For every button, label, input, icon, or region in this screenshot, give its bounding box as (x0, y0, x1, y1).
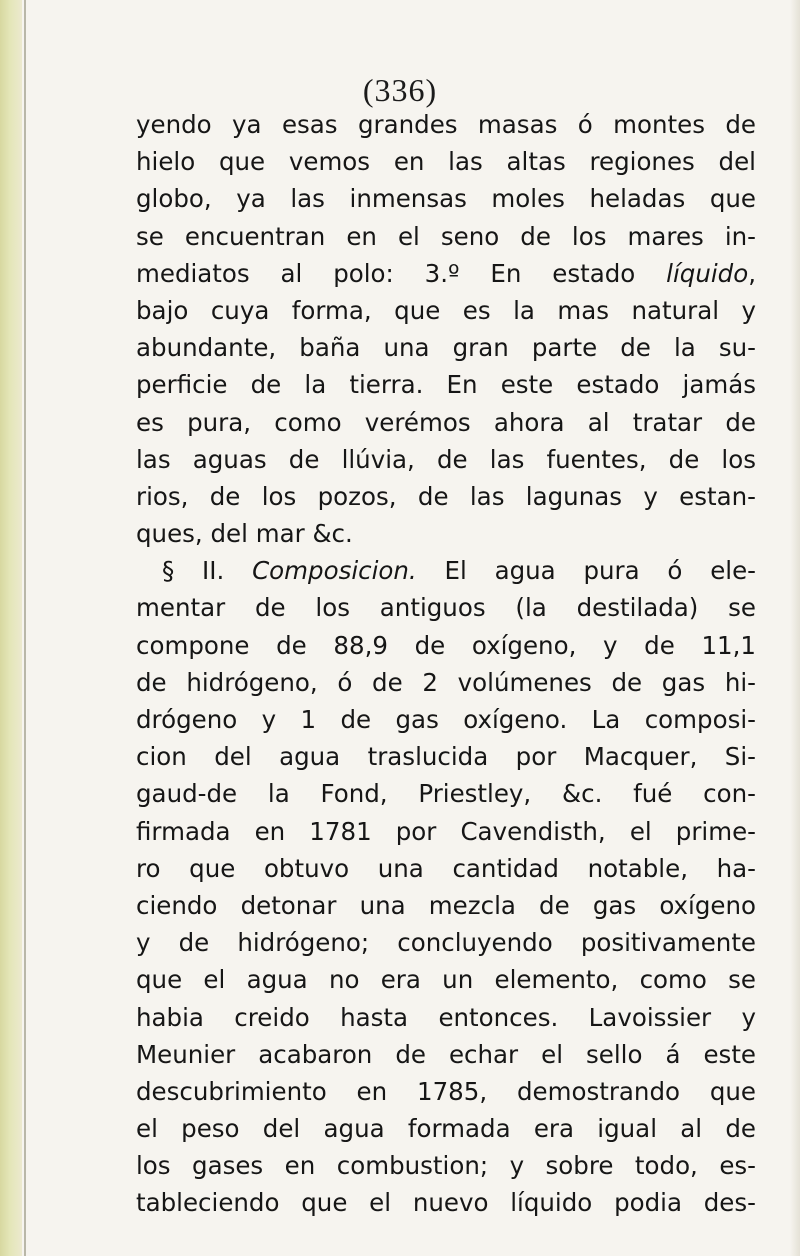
text-line: mentar de los antiguos (la destilada) se (136, 593, 756, 623)
text-line: cion del agua traslucida por Macquer, Si- (136, 742, 756, 772)
text-line: habia creido hasta entonces. Lavoissier y (136, 1002, 756, 1032)
text-line: Meunier acabaron de echar el sello á este (136, 1039, 756, 1069)
text-line: mediatos al polo: 3.º En estado líquido, (136, 258, 756, 288)
text-line: y de hidrógeno; concluyendo positivamente (136, 928, 756, 958)
text-line: firmada en 1781 por Cavendisth, el prime- (136, 816, 756, 846)
text-line: abundante, baña una gran parte de la su- (136, 333, 756, 363)
gutter-edge-line (24, 0, 26, 1256)
text-line: el peso del agua formada era igual al de (136, 1114, 756, 1144)
body-text (136, 106, 756, 1222)
text-line: ro que obtuvo una cantidad notable, ha- (136, 853, 756, 883)
italic-term: líquido (666, 258, 749, 288)
section-heading-line: § II. Composicion. El agua pura ó ele- (162, 556, 756, 586)
binding-gutter (0, 0, 22, 1256)
text-line: globo, ya las inmensas moles heladas que (136, 184, 756, 214)
text-line: las aguas de llúvia, de las fuentes, de los (136, 444, 756, 474)
text-line: ciendo detonar una mezcla de gas oxígeno (136, 890, 756, 920)
text-line: drógeno y 1 de gas oxígeno. La composi- (136, 705, 756, 734)
text-line: los gases en combustion; y sobre todo, es- (136, 1151, 756, 1181)
page-number: (336) (362, 72, 438, 108)
text-line: tableciendo que el nuevo líquido podia des- (136, 1188, 756, 1218)
text-line: de hidrógeno, ó de 2 volúmenes de gas hi- (136, 667, 756, 697)
section-title: Composicion. (252, 556, 417, 586)
page-right-edge (790, 0, 800, 1256)
text-line: rios, de los pozos, de las lagunas y estan- (136, 481, 756, 511)
text-line: se encuentran en el seno de los mares in- (136, 221, 756, 251)
text-line: es pura, como verémos ahora al tratar de (136, 407, 756, 437)
text-line: yendo ya esas grandes masas ó montes de (136, 110, 756, 139)
text-line: ques, del mar &c. (136, 519, 353, 549)
text-line: hielo que vemos en las altas regiones del (136, 147, 756, 177)
text-line: perficie de la tierra. En este estado jamás (136, 370, 756, 400)
text-line: compone de 88,9 de oxígeno, y de 11,1 (136, 630, 756, 660)
text-line: bajo cuya forma, que es la mas natural y (136, 295, 756, 325)
text-line: descubrimiento en 1785, demostrando que (136, 1076, 756, 1106)
text-line: que el agua no era un elemento, como se (136, 965, 756, 995)
text-line: gaud-de la Fond, Priestley, &c. fué con- (136, 779, 756, 809)
